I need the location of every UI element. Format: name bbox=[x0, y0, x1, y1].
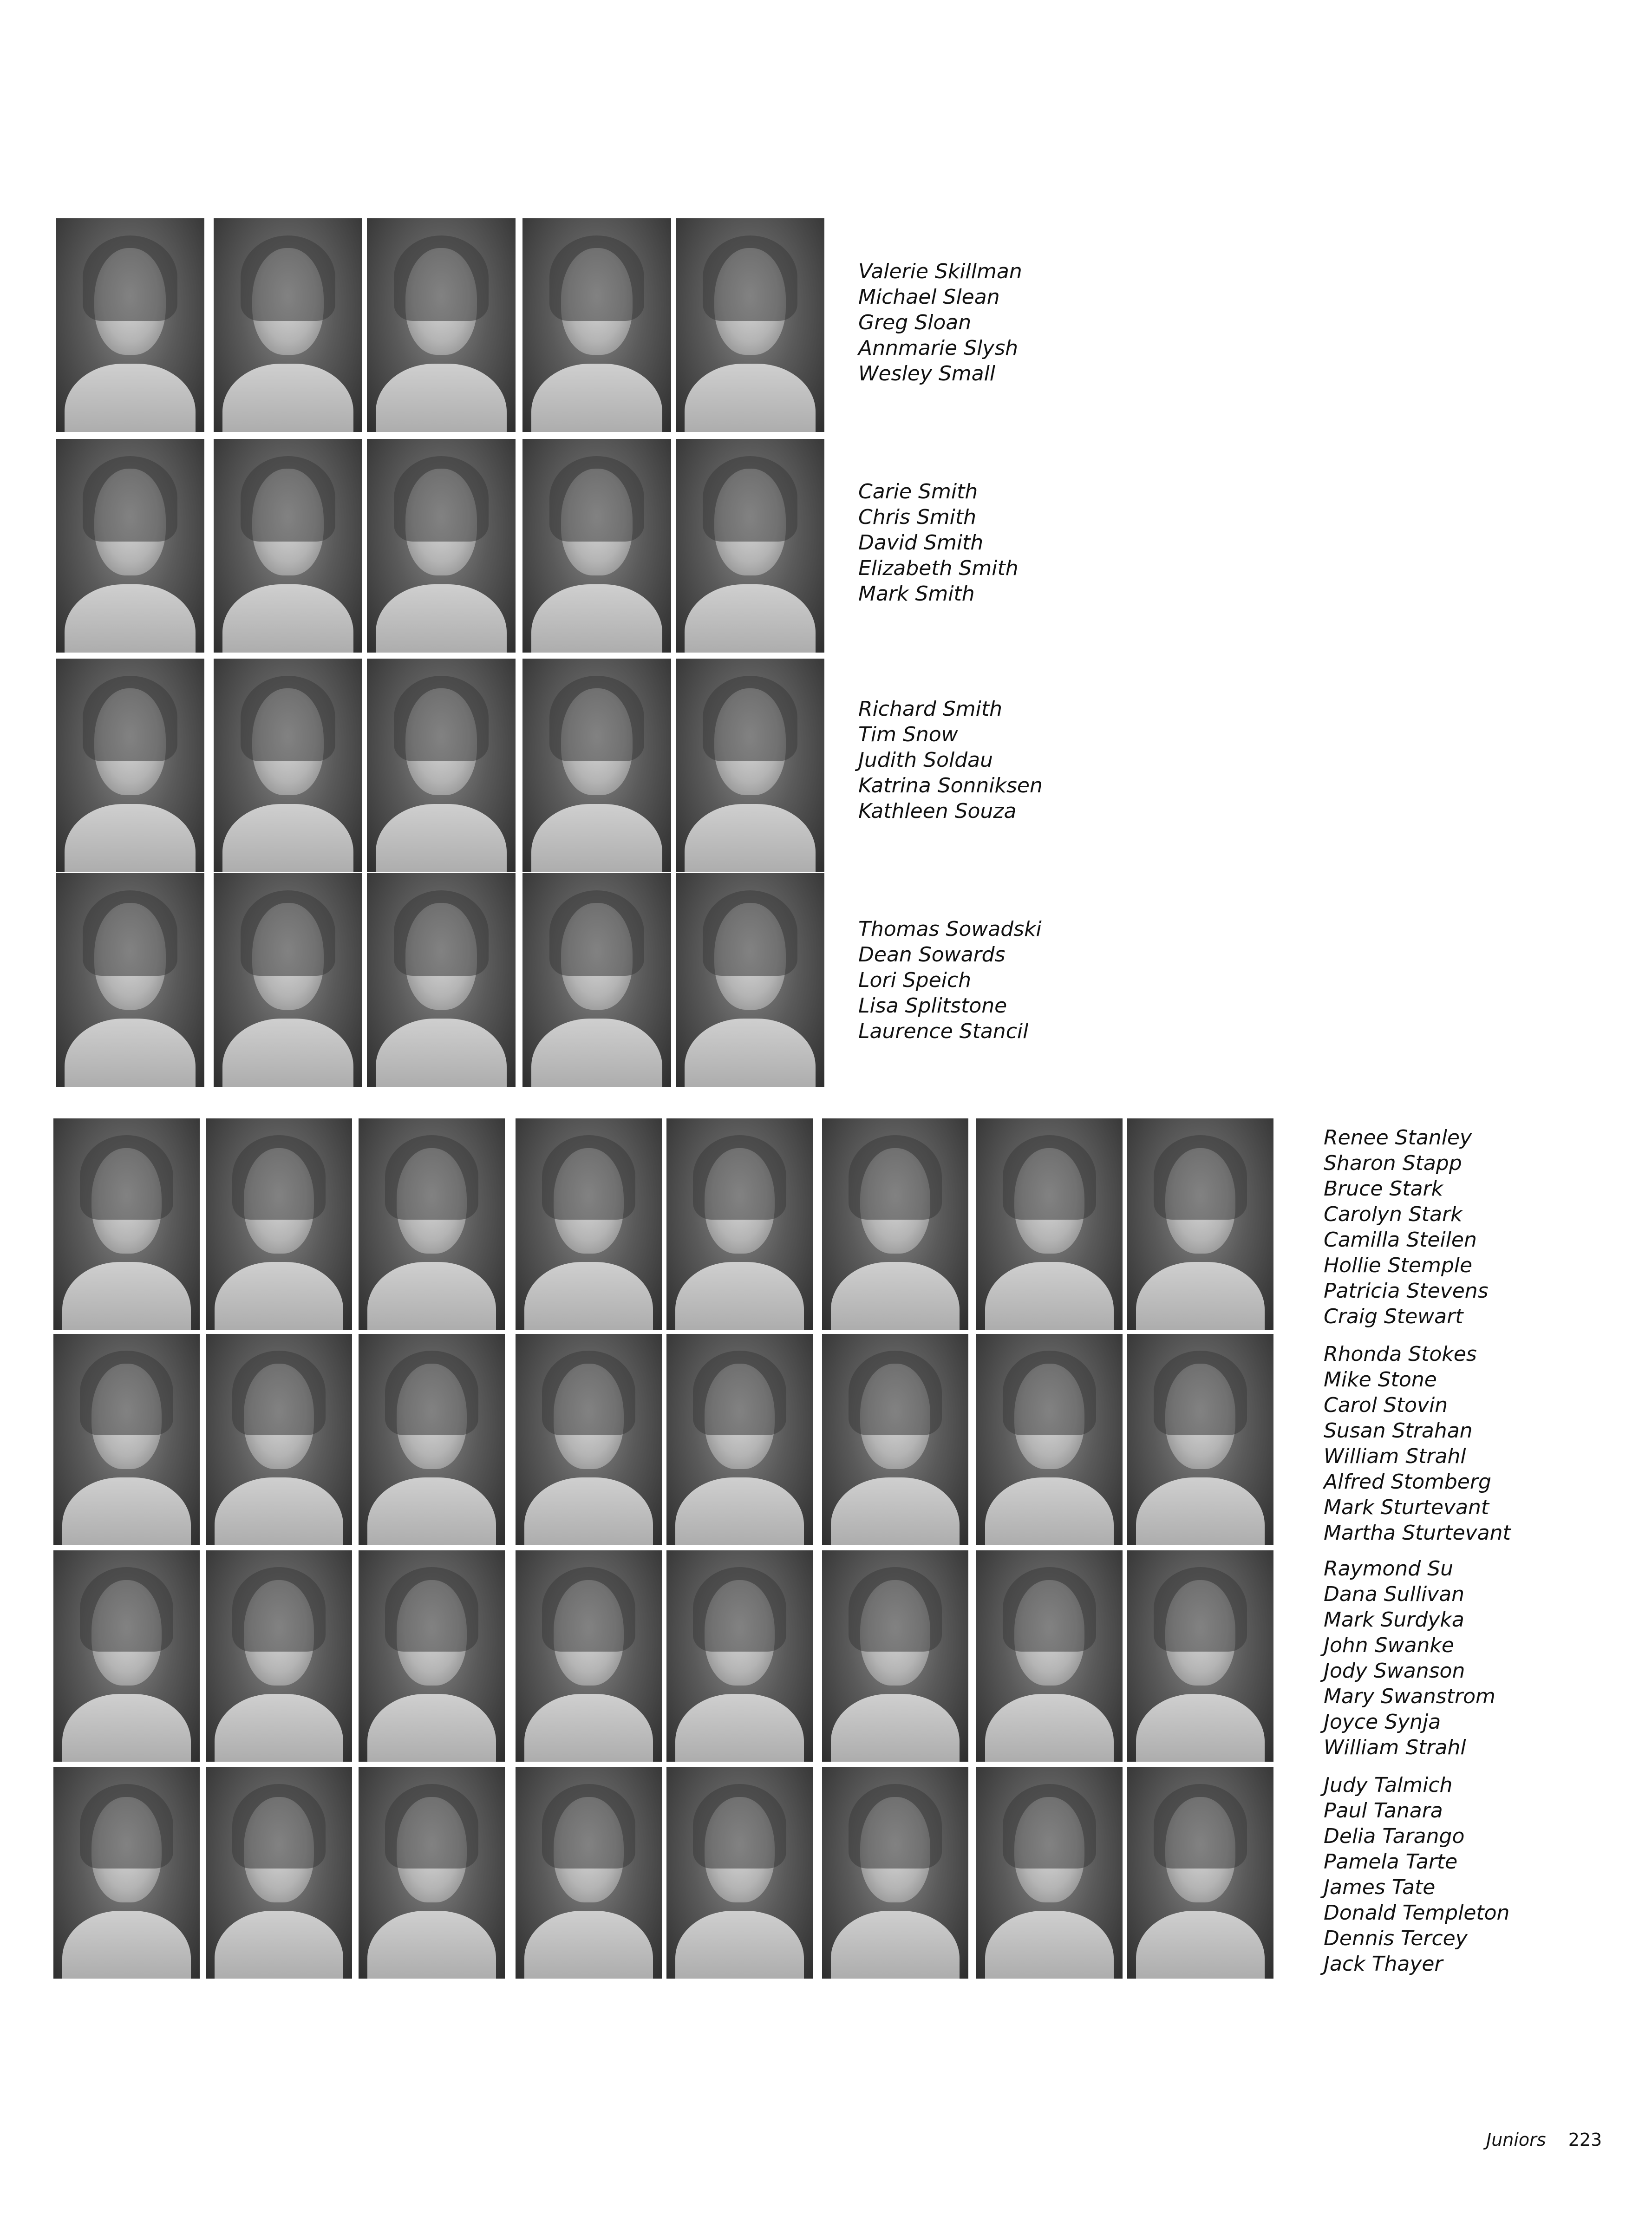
student-name: Camilla Steilen bbox=[1324, 1228, 1477, 1252]
student-name: James Tate bbox=[1324, 1875, 1436, 1899]
student-name: Sharon Stapp bbox=[1324, 1151, 1462, 1175]
student-name: Mark Smith bbox=[858, 582, 975, 606]
portrait-hair bbox=[549, 456, 645, 542]
portrait-shoulders bbox=[222, 804, 353, 872]
portrait-photo bbox=[53, 1334, 200, 1545]
portrait-photo bbox=[359, 1118, 505, 1330]
portrait-hair bbox=[83, 890, 178, 976]
portrait-hair bbox=[542, 1567, 636, 1652]
student-name: Laurence Stancil bbox=[858, 1019, 1029, 1043]
portrait-shoulders bbox=[1136, 1694, 1265, 1762]
portrait-photo bbox=[522, 218, 671, 432]
portrait-shoulders bbox=[222, 584, 353, 653]
portrait-hair bbox=[241, 235, 336, 321]
student-name: Lisa Splitstone bbox=[858, 994, 1007, 1018]
student-name: Renee Stanley bbox=[1324, 1126, 1472, 1150]
portrait-hair bbox=[83, 456, 178, 542]
portrait-hair bbox=[1003, 1351, 1097, 1435]
name-list bbox=[1324, 1341, 1511, 1546]
portrait-hair bbox=[394, 890, 489, 976]
portrait-hair bbox=[385, 1784, 479, 1869]
portrait-hair bbox=[241, 890, 336, 976]
portrait-photo bbox=[822, 1118, 968, 1330]
portrait-hair bbox=[394, 456, 489, 542]
portrait-photo bbox=[56, 439, 204, 653]
portrait-shoulders bbox=[831, 1262, 960, 1330]
student-name: Katrina Sonniksen bbox=[858, 774, 1043, 797]
portrait-photo bbox=[359, 1767, 505, 1979]
student-name: Elizabeth Smith bbox=[858, 556, 1019, 580]
name-list bbox=[858, 259, 1022, 386]
portrait-photo bbox=[516, 1550, 662, 1762]
portrait-hair bbox=[542, 1135, 636, 1220]
portrait-shoulders bbox=[215, 1911, 343, 1979]
student-name: Hollie Stemple bbox=[1324, 1254, 1473, 1277]
portrait-shoulders bbox=[1136, 1911, 1265, 1979]
portrait-photo bbox=[822, 1550, 968, 1762]
portrait-hair bbox=[693, 1135, 787, 1220]
portrait-photo bbox=[214, 659, 362, 872]
portrait-photo bbox=[1127, 1767, 1273, 1979]
student-name: Wesley Small bbox=[858, 362, 996, 386]
portrait-hair bbox=[232, 1351, 326, 1435]
name-list bbox=[1324, 1556, 1495, 1760]
portrait-photo bbox=[56, 873, 204, 1087]
portrait-photo bbox=[976, 1334, 1123, 1545]
portrait-shoulders bbox=[222, 364, 353, 432]
student-name: Mark Sturtevant bbox=[1324, 1496, 1489, 1519]
name-list bbox=[858, 479, 1019, 607]
portrait-hair bbox=[703, 235, 798, 321]
portrait-hair bbox=[80, 1784, 174, 1869]
portrait-photo bbox=[822, 1334, 968, 1545]
student-name: Carol Stovin bbox=[1324, 1393, 1448, 1417]
name-list bbox=[858, 696, 1043, 824]
portrait-shoulders bbox=[524, 1477, 653, 1545]
portrait-shoulders bbox=[675, 1694, 804, 1762]
portrait-photo bbox=[1127, 1118, 1273, 1330]
portrait-shoulders bbox=[62, 1477, 191, 1545]
portrait-hair bbox=[693, 1351, 787, 1435]
student-name: Jody Swanson bbox=[1324, 1659, 1465, 1683]
portrait-hair bbox=[232, 1567, 326, 1652]
portrait-hair bbox=[1154, 1135, 1247, 1220]
portrait-photo bbox=[666, 1550, 813, 1762]
portrait-shoulders bbox=[376, 364, 507, 432]
portrait-photo bbox=[53, 1767, 200, 1979]
student-name: Dean Sowards bbox=[858, 943, 1006, 967]
portrait-photo bbox=[56, 659, 204, 872]
student-name: Chris Smith bbox=[858, 505, 976, 529]
portrait-shoulders bbox=[831, 1694, 960, 1762]
portrait-photo bbox=[522, 873, 671, 1087]
portrait-hair bbox=[1154, 1351, 1247, 1435]
student-name: Alfred Stomberg bbox=[1324, 1470, 1491, 1494]
portrait-photo bbox=[206, 1334, 352, 1545]
student-name: Lori Speich bbox=[858, 968, 971, 992]
portrait-hair bbox=[1154, 1784, 1247, 1869]
page-number: 223 bbox=[1568, 2130, 1602, 2150]
student-name: Judith Soldau bbox=[858, 748, 993, 772]
student-name: John Swanke bbox=[1324, 1633, 1454, 1657]
portrait-shoulders bbox=[367, 1694, 496, 1762]
student-name: William Strahl bbox=[1324, 1444, 1466, 1468]
portrait-hair bbox=[241, 456, 336, 542]
portrait-photo bbox=[367, 218, 516, 432]
portrait-shoulders bbox=[376, 804, 507, 872]
portrait-photo bbox=[359, 1334, 505, 1545]
portrait-hair bbox=[849, 1784, 942, 1869]
portrait-photo bbox=[976, 1550, 1123, 1762]
portrait-hair bbox=[549, 235, 645, 321]
student-name: Joyce Synja bbox=[1324, 1710, 1441, 1734]
portrait-hair bbox=[849, 1135, 942, 1220]
portrait-photo bbox=[676, 439, 824, 653]
page-footer bbox=[1486, 2130, 1602, 2150]
portrait-hair bbox=[1003, 1784, 1097, 1869]
student-name: David Smith bbox=[858, 531, 984, 555]
portrait-hair bbox=[385, 1135, 479, 1220]
portrait-photo bbox=[522, 439, 671, 653]
portrait-shoulders bbox=[62, 1911, 191, 1979]
portrait-shoulders bbox=[985, 1694, 1114, 1762]
student-name: Greg Sloan bbox=[858, 311, 972, 334]
portrait-photo bbox=[214, 218, 362, 432]
portrait-shoulders bbox=[531, 584, 662, 653]
portrait-shoulders bbox=[675, 1477, 804, 1545]
portrait-photo bbox=[56, 218, 204, 432]
name-list bbox=[1324, 1772, 1509, 1977]
student-name: Carolyn Stark bbox=[1324, 1202, 1463, 1226]
portrait-photo bbox=[53, 1550, 200, 1762]
portrait-hair bbox=[80, 1135, 174, 1220]
student-name: Dana Sullivan bbox=[1324, 1582, 1465, 1606]
portrait-hair bbox=[83, 235, 178, 321]
portrait-shoulders bbox=[367, 1262, 496, 1330]
portrait-photo bbox=[516, 1118, 662, 1330]
portrait-shoulders bbox=[62, 1262, 191, 1330]
portrait-hair bbox=[385, 1567, 479, 1652]
portrait-shoulders bbox=[1136, 1477, 1265, 1545]
student-name: Jack Thayer bbox=[1324, 1952, 1443, 1976]
student-name: Bruce Stark bbox=[1324, 1177, 1443, 1201]
portrait-shoulders bbox=[985, 1911, 1114, 1979]
student-name: Pamela Tarte bbox=[1324, 1850, 1458, 1874]
portrait-photo bbox=[1127, 1334, 1273, 1545]
portrait-shoulders bbox=[531, 804, 662, 872]
portrait-hair bbox=[549, 676, 645, 761]
portrait-shoulders bbox=[985, 1262, 1114, 1330]
portrait-hair bbox=[385, 1351, 479, 1435]
portrait-shoulders bbox=[367, 1477, 496, 1545]
student-name: Delia Tarango bbox=[1324, 1824, 1465, 1848]
portrait-hair bbox=[549, 890, 645, 976]
student-name: Mike Stone bbox=[1324, 1368, 1437, 1392]
portrait-shoulders bbox=[222, 1019, 353, 1087]
portrait-hair bbox=[703, 456, 798, 542]
portrait-photo bbox=[206, 1767, 352, 1979]
student-name: Rhonda Stokes bbox=[1324, 1342, 1477, 1366]
portrait-hair bbox=[703, 890, 798, 976]
student-name: Craig Stewart bbox=[1324, 1305, 1463, 1328]
portrait-hair bbox=[394, 235, 489, 321]
student-name: Dennis Tercey bbox=[1324, 1927, 1468, 1950]
student-name: Thomas Sowadski bbox=[858, 917, 1042, 941]
portrait-shoulders bbox=[531, 1019, 662, 1087]
portrait-shoulders bbox=[524, 1694, 653, 1762]
portrait-photo bbox=[516, 1334, 662, 1545]
portrait-photo bbox=[666, 1118, 813, 1330]
student-name: Mark Surdyka bbox=[1324, 1608, 1464, 1632]
student-name: Annmarie Slysh bbox=[858, 336, 1019, 360]
portrait-photo bbox=[53, 1118, 200, 1330]
portrait-photo bbox=[666, 1767, 813, 1979]
student-name: Martha Sturtevant bbox=[1324, 1521, 1511, 1545]
portrait-shoulders bbox=[685, 584, 816, 653]
portrait-shoulders bbox=[367, 1911, 496, 1979]
student-name: Mary Swanstrom bbox=[1324, 1685, 1495, 1708]
portrait-shoulders bbox=[524, 1262, 653, 1330]
portrait-hair bbox=[232, 1784, 326, 1869]
name-list bbox=[858, 916, 1042, 1044]
student-name: Kathleen Souza bbox=[858, 799, 1017, 823]
portrait-photo bbox=[359, 1550, 505, 1762]
portrait-hair bbox=[849, 1351, 942, 1435]
portrait-hair bbox=[80, 1567, 174, 1652]
student-name: Tim Snow bbox=[858, 723, 958, 746]
student-name: Donald Templeton bbox=[1324, 1901, 1510, 1925]
portrait-shoulders bbox=[62, 1694, 191, 1762]
student-name: Susan Strahan bbox=[1324, 1419, 1473, 1443]
portrait-photo bbox=[676, 218, 824, 432]
portrait-hair bbox=[703, 676, 798, 761]
portrait-photo bbox=[214, 873, 362, 1087]
portrait-shoulders bbox=[831, 1911, 960, 1979]
portrait-hair bbox=[1003, 1567, 1097, 1652]
portrait-photo bbox=[206, 1118, 352, 1330]
portrait-hair bbox=[83, 676, 178, 761]
portrait-shoulders bbox=[985, 1477, 1114, 1545]
portrait-hair bbox=[542, 1351, 636, 1435]
student-name: William Strahl bbox=[1324, 1736, 1466, 1759]
portrait-photo bbox=[976, 1118, 1123, 1330]
portrait-shoulders bbox=[685, 364, 816, 432]
section-label: Juniors bbox=[1486, 2130, 1546, 2150]
portrait-shoulders bbox=[215, 1262, 343, 1330]
portrait-hair bbox=[693, 1784, 787, 1869]
student-name: Michael Slean bbox=[858, 285, 1000, 309]
student-name: Valerie Skillman bbox=[858, 260, 1022, 283]
portrait-shoulders bbox=[1136, 1262, 1265, 1330]
portrait-hair bbox=[1003, 1135, 1097, 1220]
portrait-shoulders bbox=[685, 1019, 816, 1087]
student-name: Patricia Stevens bbox=[1324, 1279, 1489, 1303]
name-list bbox=[1324, 1125, 1489, 1329]
portrait-photo bbox=[206, 1550, 352, 1762]
portrait-hair bbox=[394, 676, 489, 761]
student-name: Richard Smith bbox=[858, 697, 1002, 721]
portrait-photo bbox=[516, 1767, 662, 1979]
portrait-photo bbox=[214, 439, 362, 653]
portrait-shoulders bbox=[685, 804, 816, 872]
portrait-hair bbox=[542, 1784, 636, 1869]
student-name: Paul Tanara bbox=[1324, 1799, 1443, 1823]
portrait-hair bbox=[80, 1351, 174, 1435]
portrait-hair bbox=[232, 1135, 326, 1220]
portrait-shoulders bbox=[215, 1694, 343, 1762]
portrait-photo bbox=[522, 659, 671, 872]
portrait-shoulders bbox=[524, 1911, 653, 1979]
portrait-shoulders bbox=[65, 804, 196, 872]
portrait-photo bbox=[666, 1334, 813, 1545]
portrait-shoulders bbox=[531, 364, 662, 432]
portrait-shoulders bbox=[65, 584, 196, 653]
portrait-shoulders bbox=[831, 1477, 960, 1545]
portrait-hair bbox=[241, 676, 336, 761]
student-name: Raymond Su bbox=[1324, 1557, 1453, 1581]
portrait-photo bbox=[1127, 1550, 1273, 1762]
portrait-photo bbox=[367, 873, 516, 1087]
student-name: Judy Talmich bbox=[1324, 1773, 1453, 1797]
portrait-shoulders bbox=[215, 1477, 343, 1545]
portrait-photo bbox=[676, 873, 824, 1087]
portrait-shoulders bbox=[675, 1911, 804, 1979]
portrait-photo bbox=[367, 659, 516, 872]
portrait-hair bbox=[693, 1567, 787, 1652]
portrait-shoulders bbox=[376, 1019, 507, 1087]
portrait-shoulders bbox=[376, 584, 507, 653]
portrait-hair bbox=[1154, 1567, 1247, 1652]
portrait-shoulders bbox=[675, 1262, 804, 1330]
portrait-photo bbox=[822, 1767, 968, 1979]
portrait-photo bbox=[367, 439, 516, 653]
portrait-photo bbox=[976, 1767, 1123, 1979]
portrait-photo bbox=[676, 659, 824, 872]
portrait-shoulders bbox=[65, 1019, 196, 1087]
student-name: Carie Smith bbox=[858, 480, 978, 503]
portrait-shoulders bbox=[65, 364, 196, 432]
portrait-hair bbox=[849, 1567, 942, 1652]
